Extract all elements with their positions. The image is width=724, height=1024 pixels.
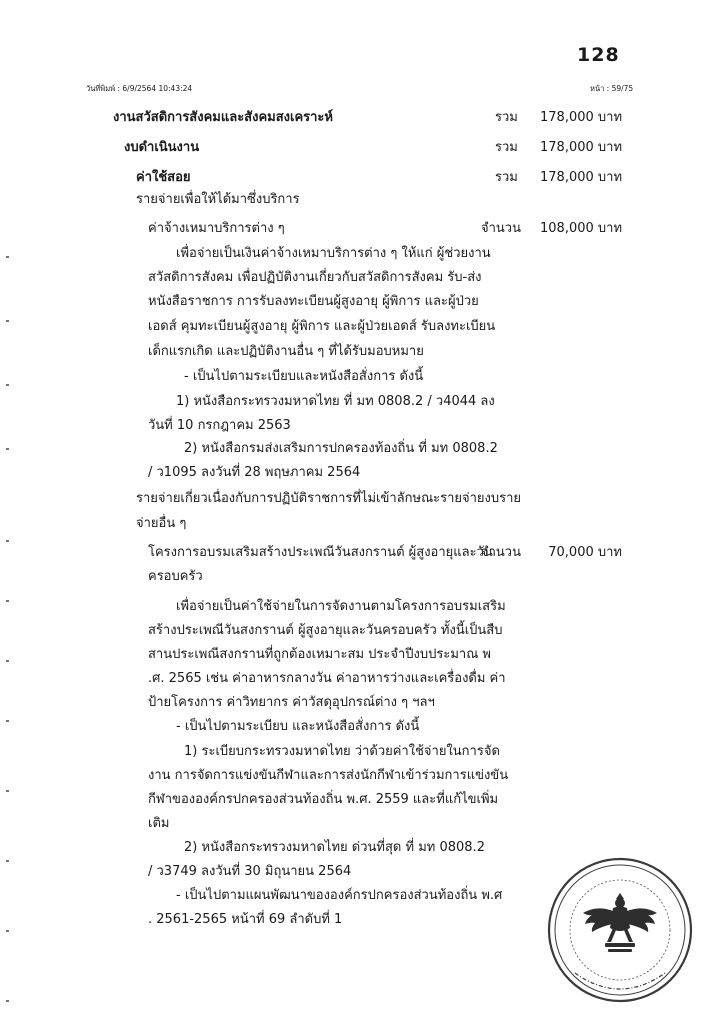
summary-tag: รวม bbox=[495, 140, 518, 155]
section2-line: - เป็นไปตามระเบียบ และหนังสือสั่งการ ดังนี้ bbox=[176, 719, 420, 734]
scan-mark bbox=[6, 600, 9, 602]
page-of: หน้า : 59/75 bbox=[590, 84, 634, 93]
section1-item-amount: 108,000 บาท bbox=[540, 221, 623, 236]
summary-amount: 178,000 บาท bbox=[540, 140, 623, 155]
section2-line: . 2561-2565 หน้าที่ 69 ลำดับที่ 1 bbox=[148, 912, 343, 927]
section2-line: .ศ. 2565 เช่น ค่าอาหารกลางวัน ค่าอาหารว่างและเครื่องดื่ม ค่า bbox=[148, 671, 506, 686]
section2-line: 1) ระเบียบกระทรวงมหาดไทย ว่าด้วยค่าใช้จ่ายในการจัด bbox=[184, 744, 500, 759]
scan-mark bbox=[6, 320, 9, 322]
section1-line: สวัสดิการสังคม เพื่อปฏิบัติงานเกี่ยวกับสวัสดิการสังคม รับ-ส่ง bbox=[148, 270, 482, 285]
summary-label-expenses: ค่าใช้สอย bbox=[136, 170, 191, 185]
section2-line: สานประเพณีสงกรานที่ถูกต้องเหมาะสม ประจำปีงบประมาณ พ bbox=[148, 647, 491, 662]
section2-line: 2) หนังสือกระทรวงมหาดไทย ด่วนที่สุด ที่ มท 0808.2 bbox=[184, 840, 485, 855]
section2-line: ป้ายโครงการ ค่าวิทยากร ค่าวัสดุอุปกรณ์ต่าง ๆ ฯลฯ bbox=[148, 695, 435, 710]
section1-line: 1) หนังสือกระทรวงมหาดไทย ที่ มท 0808.2 / ว4044 ลง bbox=[176, 394, 495, 409]
summary-tag: รวม bbox=[495, 170, 518, 185]
scan-mark bbox=[6, 930, 9, 932]
scan-mark bbox=[6, 256, 9, 258]
scan-mark bbox=[6, 790, 9, 792]
scan-mark bbox=[6, 448, 9, 450]
section1-line: 2) หนังสือกรมส่งเสริมการปกครองท้องถิ่น ที่ มท 0808.2 bbox=[184, 441, 498, 456]
section2-line: - เป็นไปตามแผนพัฒนาขององค์กรปกครองส่วนท้องถิ่น พ.ศ bbox=[176, 888, 503, 903]
summary-label-welfare: งานสวัสดิการสังคมและสังคมสงเคราะห์ bbox=[113, 110, 333, 125]
official-seal-stamp bbox=[545, 855, 695, 1005]
page-number: 128 bbox=[577, 44, 620, 66]
section2-line: กีฬาขององค์กรปกครองส่วนท้องถิ่น พ.ศ. 2559 และที่แก้ไขเพิ่ม bbox=[148, 792, 499, 807]
section1-line: วันที่ 10 กรกฎาคม 2563 bbox=[148, 418, 291, 433]
scan-mark bbox=[6, 660, 9, 662]
section2-line: / ว3749 ลงวันที่ 30 มิถุนายน 2564 bbox=[148, 864, 352, 879]
section2-item-tag: จำนวน bbox=[481, 545, 521, 560]
scan-mark bbox=[6, 540, 9, 542]
section1-line: เพื่อจ่ายเป็นเงินค่าจ้างเหมาบริการต่าง ๆ ให้แก่ ผู้ช่วยงาน bbox=[176, 246, 491, 261]
section2-line: สร้างประเพณีวันสงกรานต์ ผู้สูงอายุและวันครอบครัว ทั้งนี้เป็นสืบ bbox=[148, 623, 503, 638]
section1-line: เอดส์ คุมทะเบียนผู้สูงอายุ ผู้พิการ และผู้ป่วยเอดส์ รับลงทะเบียน bbox=[148, 319, 496, 334]
section1-line: - เป็นไปตามระเบียบและหนังสือสั่งการ ดังนี้ bbox=[184, 369, 424, 384]
section2-item-label: โครงการอบรมเสริมสร้างประเพณีวันสงกรานต์ ผู้สูงอายุและวัน bbox=[148, 545, 493, 560]
section2-item-amount: 70,000 บาท bbox=[548, 545, 622, 560]
scan-mark bbox=[6, 1000, 9, 1002]
section2-item-label: ครอบครัว bbox=[148, 569, 203, 584]
section2-line: เพื่อจ่ายเป็นค่าใช้จ่ายในการจัดงานตามโครงการอบรมเสริม bbox=[176, 599, 506, 614]
section1-line: หนังสือราชการ การรับลงทะเบียนผู้สูงอายุ ผู้พิการ และผู้ป่วย bbox=[148, 294, 479, 309]
section1-line: / ว1095 ลงวันที่ 28 พฤษภาคม 2564 bbox=[148, 465, 361, 480]
summary-tag: รวม bbox=[495, 110, 518, 125]
section1-line: เด็กแรกเกิด และปฏิบัติงานอื่น ๆ ที่ได้รับมอบหมาย bbox=[148, 344, 424, 359]
section2-heading: รายจ่ายเกี่ยวเนื่องกับการปฏิบัติราชการที่ไม่เข้าลักษณะรายจ่ายงบราย bbox=[136, 491, 522, 506]
summary-label-operating: งบดำเนินงาน bbox=[124, 140, 200, 155]
section2-line: เติม bbox=[148, 816, 170, 831]
scan-mark bbox=[6, 384, 9, 386]
section2-line: งาน การจัดการแข่งขันกีฬาและการส่งนักกีฬาเข้าร่วมการแข่งขัน bbox=[148, 768, 509, 783]
summary-amount: 178,000 บาท bbox=[540, 110, 623, 125]
summary-amount: 178,000 บาท bbox=[540, 170, 623, 185]
section2-heading: จ่ายอื่น ๆ bbox=[136, 516, 187, 531]
print-date: วันที่พิมพ์ : 6/9/2564 10:43:24 bbox=[86, 84, 193, 93]
scan-mark bbox=[6, 860, 9, 862]
garuda-emblem-icon bbox=[583, 893, 657, 952]
scan-mark bbox=[6, 720, 9, 722]
section1-heading: รายจ่ายเพื่อให้ได้มาซึ่งบริการ bbox=[136, 192, 300, 207]
section1-item-tag: จำนวน bbox=[481, 221, 521, 236]
section1-item-label: ค่าจ้างเหมาบริการต่าง ๆ bbox=[148, 221, 285, 236]
